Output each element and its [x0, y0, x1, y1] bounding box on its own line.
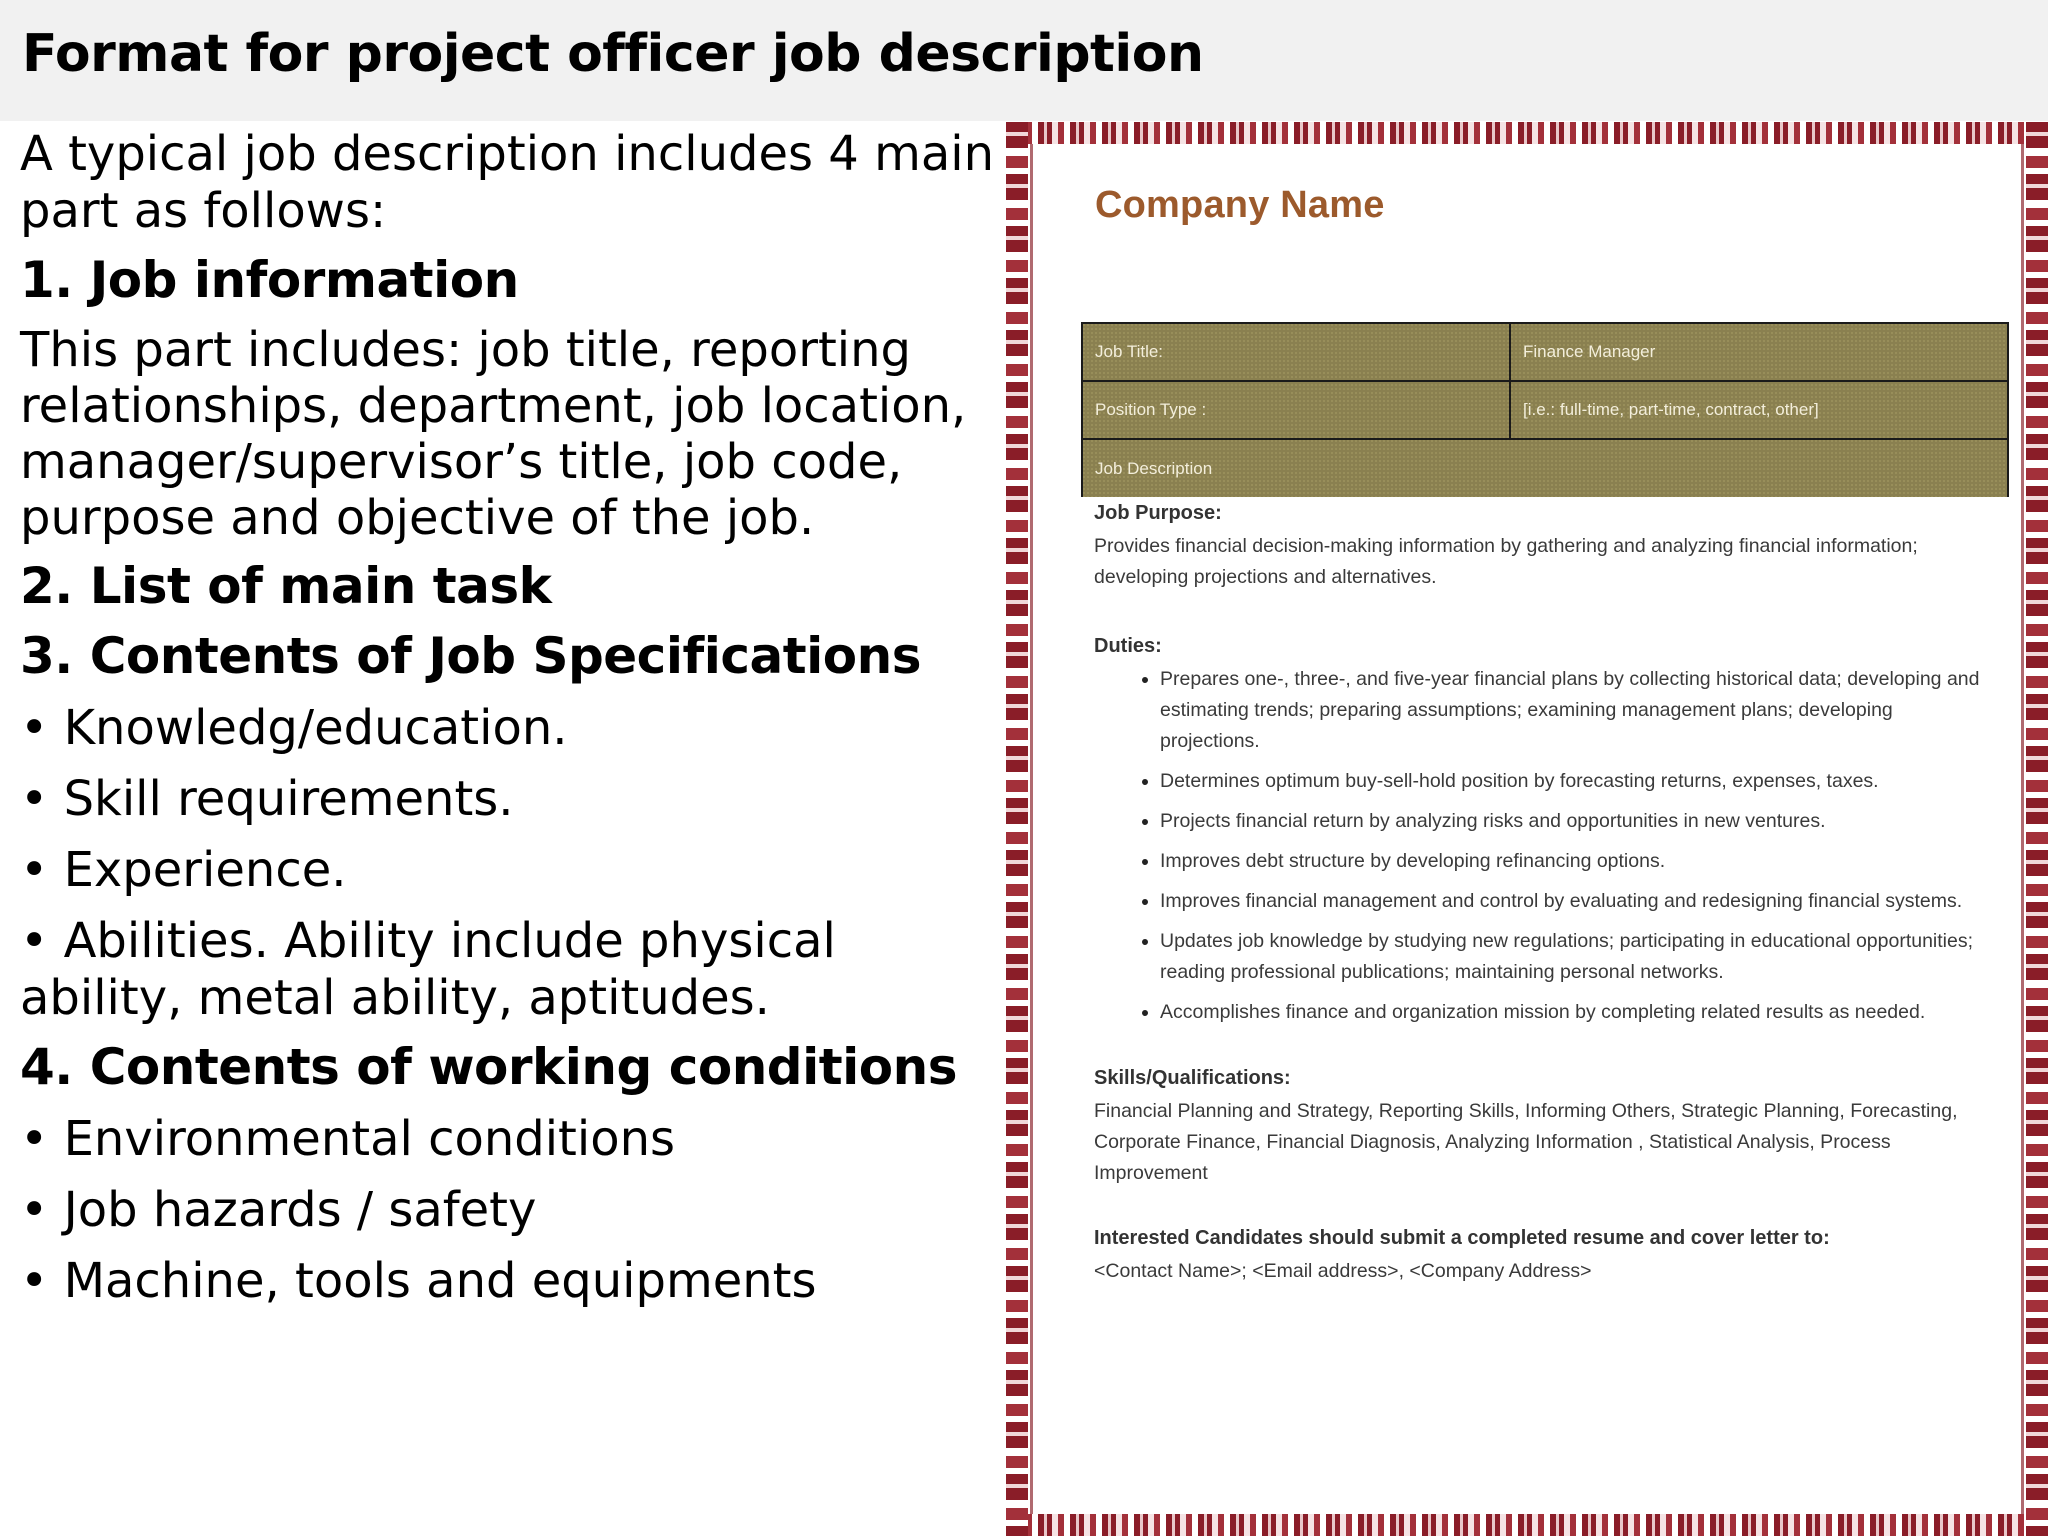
- left-content: [20, 126, 995, 1310]
- section3-bullet: • Abilities. Ability include physical ability, metal ability, aptitudes.: [20, 913, 836, 1026]
- job-description-document: [1006, 122, 2048, 1536]
- section4-heading: 4. Contents of working conditions: [20, 1038, 957, 1096]
- job-description-label: Job Description: [1082, 439, 2008, 497]
- section4-bullet: • Job hazards / safety: [20, 1182, 537, 1238]
- list-item: • Accomplishes finance and organization mission by completing related results as needed.: [1160, 997, 1994, 1028]
- section4-bullet: • Machine, tools and equipments: [20, 1253, 817, 1309]
- section3-heading: 3. Contents of Job Specifications: [20, 627, 921, 685]
- list-item: • Projects financial return by analyzing risks and opportunities in new ventures.: [1160, 806, 1994, 837]
- decorative-border-left: [1006, 122, 1028, 1536]
- section2-heading: 2. List of main task: [20, 557, 552, 615]
- section1-text: This part includes: job title, reporting relationships, department, job location, manager/supervisor’s title, job code, purpose and objective of the job.: [20, 322, 967, 546]
- skills-text: Financial Planning and Strategy, Reporting Skills, Informing Others, Strategic Planning, Forecasting, Corporate Finance, Financial Diagnosis, Analyzing Information , Statistical Analysis, Process Improvement: [1094, 1100, 1958, 1184]
- section4-bullet: • Environmental conditions: [20, 1111, 676, 1167]
- position-type-value: [i.e.: full-time, part-time, contract, other]: [1510, 381, 2008, 439]
- section3-bullet: • Knowledg/education.: [20, 700, 568, 756]
- duties-label: Duties:: [1094, 635, 1162, 657]
- decorative-border-top: [1006, 122, 2048, 144]
- table-row: [1082, 439, 2008, 497]
- section3-bullet: • Experience.: [20, 842, 347, 898]
- inner-border-line: [1030, 144, 1033, 1514]
- section1-heading: 1. Job information: [20, 251, 519, 309]
- decorative-border-right: [2026, 122, 2048, 1536]
- job-purpose-label: Job Purpose:: [1094, 502, 1222, 524]
- title-bar: [0, 0, 2048, 121]
- job-purpose-text: Provides financial decision-making information by gathering and analyzing financial information; developing projections and alternatives.: [1094, 535, 1918, 588]
- job-info-table: [1081, 322, 2009, 497]
- intro-text: A typical job description includes 4 main part as follows:: [20, 126, 994, 239]
- list-item: • Improves financial management and control by evaluating and redesigning financial systems.: [1160, 886, 1994, 917]
- list-item: • Improves debt structure by developing refinancing options.: [1160, 846, 1994, 877]
- job-title-value: Finance Manager: [1510, 323, 2008, 381]
- decorative-border-bottom: [1006, 1514, 2048, 1536]
- section3-bullet: • Skill requirements.: [20, 771, 514, 827]
- slide-title: Format for project officer job description: [22, 24, 1204, 84]
- position-type-label: Position Type :: [1082, 381, 1510, 439]
- list-item: • Prepares one-, three-, and five-year financial plans by collecting historical data; developing and estimating trends; preparing assumptions; examining management plans; developing projections.: [1160, 664, 1994, 757]
- table-row: [1082, 381, 2008, 439]
- contact-label: Interested Candidates should submit a completed resume and cover letter to:: [1094, 1227, 1830, 1249]
- skills-label: Skills/Qualifications:: [1094, 1067, 1291, 1089]
- inner-border-line: [2021, 144, 2024, 1514]
- company-name: Company Name: [1095, 184, 1385, 226]
- document-body: [1094, 502, 1994, 1287]
- list-item: • Determines optimum buy-sell-hold position by forecasting returns, expenses, taxes.: [1160, 766, 1994, 797]
- job-title-label: Job Title:: [1082, 323, 1510, 381]
- table-row: [1082, 323, 2008, 381]
- duties-list: [1094, 664, 1994, 1028]
- contact-text: <Contact Name>; <Email address>, <Company Address>: [1094, 1260, 1592, 1282]
- list-item: • Updates job knowledge by studying new regulations; participating in educational opportunities; reading professional publications; maintaining personal networks.: [1160, 926, 1994, 988]
